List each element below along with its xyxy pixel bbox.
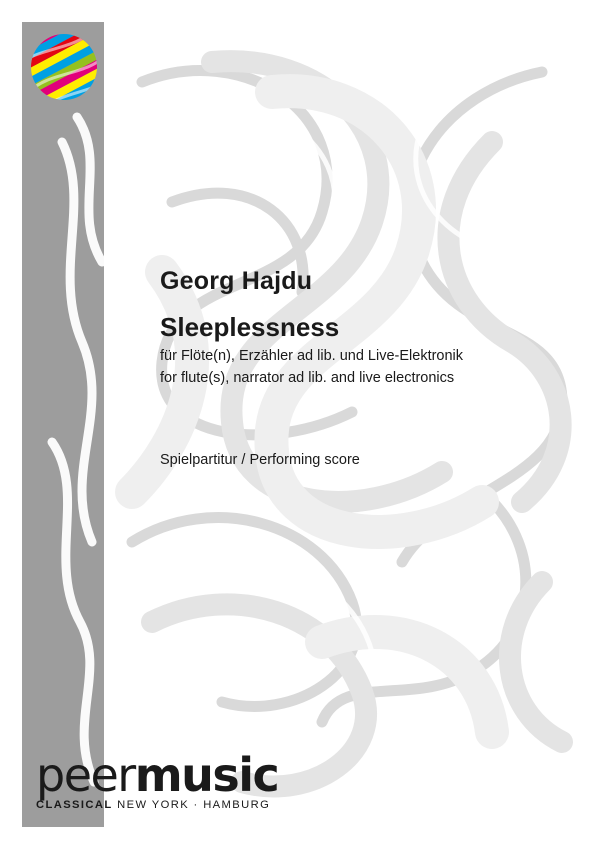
publisher-logo (36, 748, 336, 811)
publisher-tagline (36, 799, 336, 811)
publisher-name-part2: music (134, 748, 279, 802)
color-wheel-icon (30, 33, 98, 101)
title-block (160, 268, 560, 390)
publisher-tagline-classical: CLASSICAL (36, 799, 113, 811)
subtitle-german: für Flöte(n), Erzähler ad lib. und Live-Elektronik (160, 348, 464, 365)
work-title: Sleeplessness (160, 311, 340, 342)
publisher-wordmark (36, 748, 336, 802)
publisher-tagline-cities: NEW YORK · HAMBURG (117, 799, 271, 811)
subtitle-english: for flute(s), narrator ad lib. and live electronics (160, 369, 455, 386)
publisher-name-part1: peer (36, 748, 135, 802)
score-type-label: Spielpartitur / Performing score (160, 452, 360, 468)
composer-name: Georg Hajdu (160, 267, 313, 295)
white-content-panel (104, 22, 578, 827)
